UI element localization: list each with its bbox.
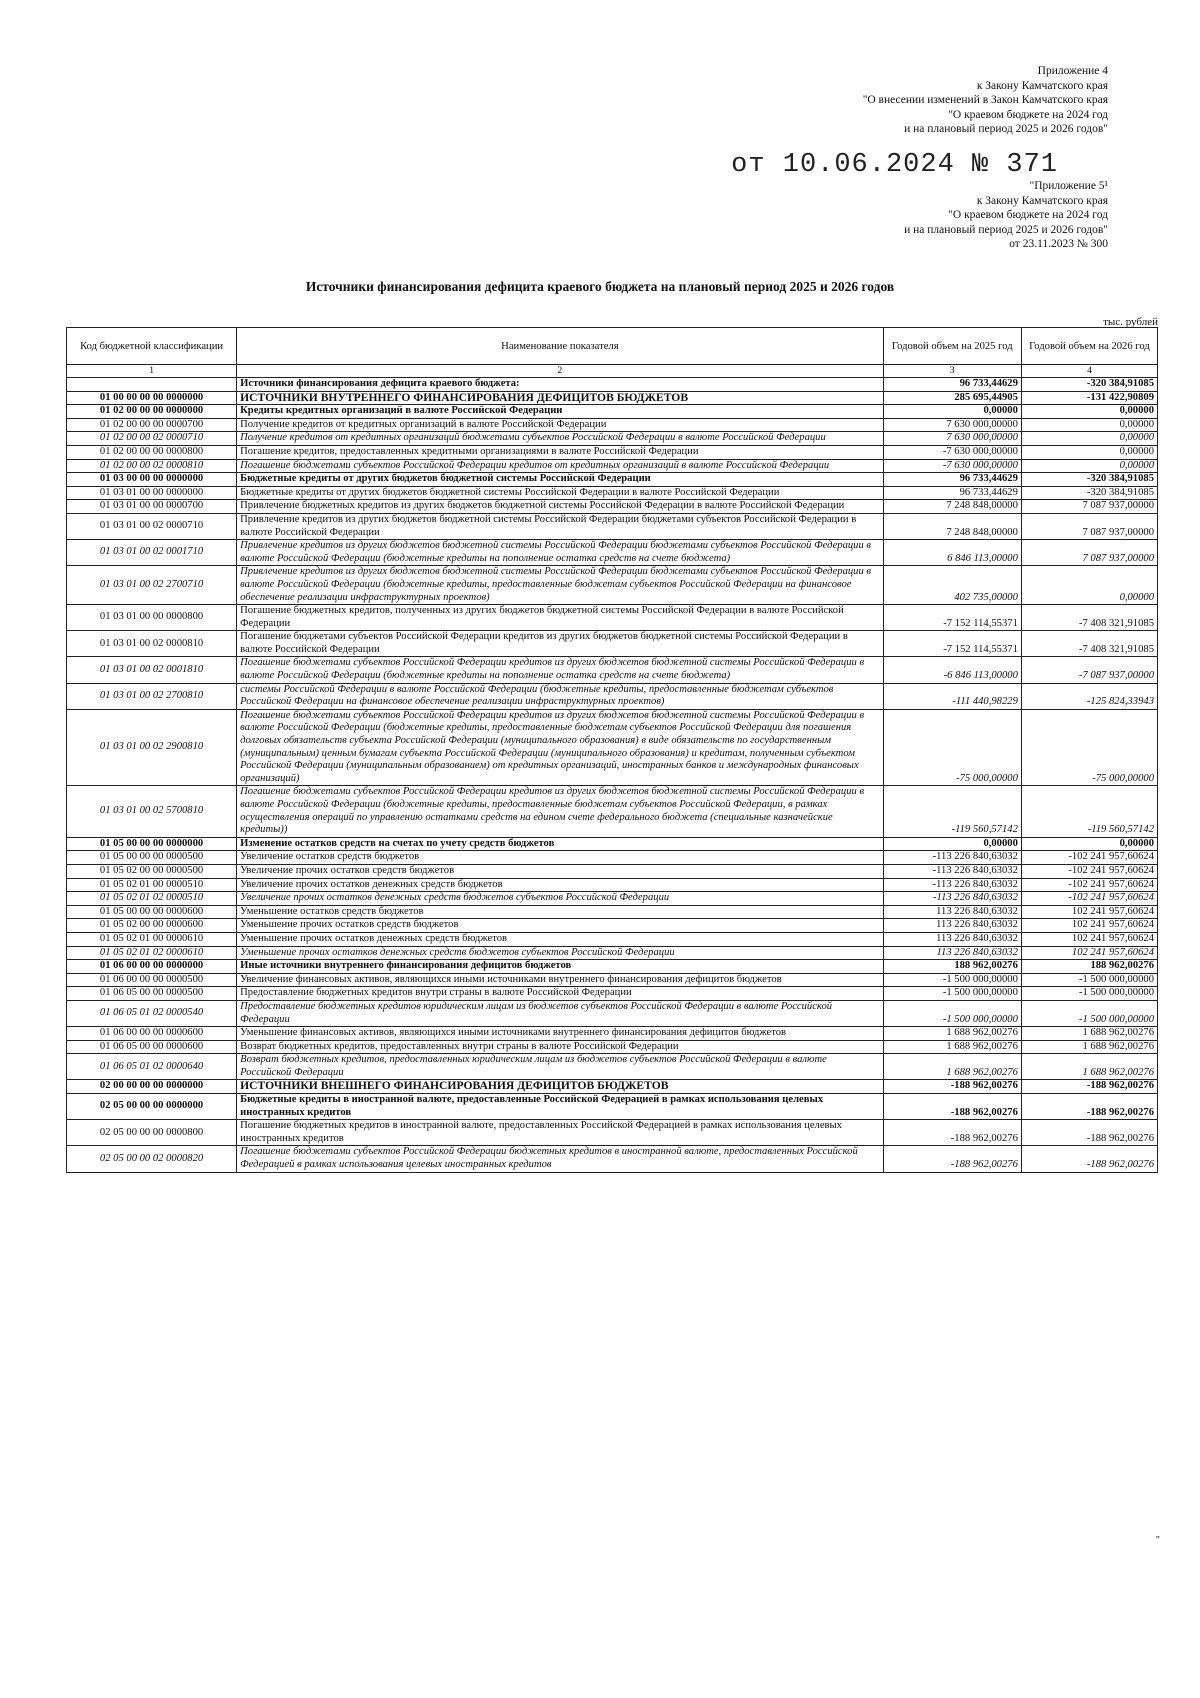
table-row [67, 905, 1158, 919]
table-row [67, 432, 1158, 446]
column-number: 4 [1021, 365, 1157, 378]
row-code: 01 03 01 00 02 0001810 [67, 657, 237, 683]
row-value-2026: 102 241 957,60624 [1021, 919, 1157, 933]
header-name: Наименование показателя [237, 328, 884, 365]
row-name: Увеличение прочих остатков денежных средств бюджетов субъектов Российской Федерации [237, 892, 884, 906]
row-name: Погашение бюджетных кредитов в иностранной валюте, предоставленных Российской Федерацией в рамках использования целевых иностранных кредитов [237, 1120, 884, 1146]
row-code: 02 05 00 00 02 0000820 [67, 1146, 237, 1172]
row-value-2025: 113 226 840,63032 [883, 932, 1021, 946]
row-code: 01 03 01 00 02 2700810 [67, 683, 237, 709]
appendix-line: Приложение 4 [1037, 65, 1108, 77]
row-name: Погашение бюджетных кредитов, полученных из других бюджетов бюджетной системы Российской Федерации в валюте Российской Федерации [237, 605, 884, 631]
row-value-2026: -188 962,00276 [1021, 1146, 1157, 1172]
row-value-2025: -113 226 840,63032 [883, 878, 1021, 892]
row-code: 01 02 00 00 00 0000800 [67, 445, 237, 459]
row-code: 01 03 01 00 02 0000810 [67, 631, 237, 657]
row-value-2026: -188 962,00276 [1021, 1094, 1157, 1120]
column-number: 2 [237, 365, 884, 378]
table-row [67, 540, 1158, 566]
row-value-2026: 188 962,00276 [1021, 960, 1157, 974]
table-row [67, 1054, 1158, 1080]
row-value-2025: -1 500 000,00000 [883, 973, 1021, 987]
row-name: Погашение бюджетами субъектов Российской Федерации кредитов из других бюджетов бюджетной системы Российской Федерации в валюте Российской Федерации (бюджетные кредиты, предоставленные бюджетам субъектов Российской Федерации для погашения долговых обязательств субъекта Российской Федерации (муниципального образования) в виде обязательств по государственным (муниципальным) ценным бумагам субъекта Российской Федерации (муниципального образования) и кредитам, полученным субъектом Российской Федерации (муниципальным образованием) от кредитных организаций, иностранных банков и международных финансовых организаций) [237, 709, 884, 786]
row-code: 01 05 00 00 00 0000600 [67, 905, 237, 919]
row-value-2026: 0,00000 [1021, 405, 1157, 419]
row-code: 01 05 02 00 00 0000500 [67, 864, 237, 878]
table-row [67, 1000, 1158, 1026]
appendix-line: и на плановый период 2025 и 2026 годов" [904, 123, 1108, 135]
row-name: Возврат бюджетных кредитов, предоставленных внутри страны в валюте Российской Федерации [237, 1040, 884, 1054]
row-value-2026: 0,00000 [1021, 418, 1157, 432]
row-name: Погашение кредитов, предоставленных кредитными организациями в валюте Российской Федерации [237, 445, 884, 459]
row-value-2025: 96 733,44629 [883, 378, 1021, 392]
row-value-2025: -119 560,57142 [883, 786, 1021, 837]
row-code: 01 05 00 00 00 0000000 [67, 837, 237, 851]
row-value-2026: 0,00000 [1021, 459, 1157, 473]
units-label: тыс. рублей [1103, 316, 1158, 328]
row-code: 01 06 05 00 00 0000600 [67, 1040, 237, 1054]
row-name: Увеличение прочих остатков денежных средств бюджетов [237, 878, 884, 892]
row-value-2025: 402 735,00000 [883, 566, 1021, 605]
row-value-2026: -102 241 957,60624 [1021, 864, 1157, 878]
row-name: Увеличение остатков средств бюджетов [237, 851, 884, 865]
row-code: 01 03 00 00 00 0000000 [67, 473, 237, 487]
row-name: Получение кредитов от кредитных организаций бюджетами субъектов Российской Федерации в валюте Российской Федерации [237, 432, 884, 446]
table-row [67, 605, 1158, 631]
row-value-2026: 0,00000 [1021, 432, 1157, 446]
row-value-2025: 7 248 848,00000 [883, 513, 1021, 539]
table-row [67, 513, 1158, 539]
table-row [67, 657, 1158, 683]
table-row [67, 932, 1158, 946]
row-value-2026: 102 241 957,60624 [1021, 905, 1157, 919]
row-name: Уменьшение прочих остатков средств бюджетов [237, 919, 884, 933]
table-row [67, 631, 1158, 657]
row-name: Бюджетные кредиты от других бюджетов бюджетной системы Российской Федерации [237, 473, 884, 487]
row-code: 01 03 01 00 02 5700810 [67, 786, 237, 837]
row-name: Источники финансирования дефицита краевого бюджета: [237, 378, 884, 392]
row-value-2025: -7 630 000,00000 [883, 445, 1021, 459]
table-row [67, 973, 1158, 987]
row-value-2026: -7 087 937,00000 [1021, 657, 1157, 683]
financing-sources-table [66, 327, 1158, 1173]
row-value-2025: 7 248 848,00000 [883, 500, 1021, 514]
table-row [67, 1027, 1158, 1041]
table-row [67, 391, 1158, 405]
document-title: Источники финансирования дефицита краевого бюджета на плановый период 2025 и 2026 годов [305, 279, 895, 294]
row-code: 01 03 01 00 00 0000700 [67, 500, 237, 514]
table-row [67, 960, 1158, 974]
row-value-2025: 0,00000 [883, 405, 1021, 419]
row-name: ИСТОЧНИКИ ВНУТРЕННЕГО ФИНАНСИРОВАНИЯ ДЕФИЦИТОВ БЮДЖЕТОВ [237, 391, 884, 405]
row-value-2026: -102 241 957,60624 [1021, 851, 1157, 865]
row-code: 01 03 01 00 00 0000800 [67, 605, 237, 631]
row-code: 01 05 02 01 00 0000510 [67, 878, 237, 892]
row-code: 01 05 00 00 00 0000500 [67, 851, 237, 865]
original-appendix-line: "Приложение 5¹ [1029, 180, 1108, 192]
row-name: Бюджетные кредиты от других бюджетов бюджетной системы Российской Федерации в валюте Российской Федерации [237, 486, 884, 500]
row-value-2026: -7 408 321,91085 [1021, 605, 1157, 631]
row-value-2026: 102 241 957,60624 [1021, 932, 1157, 946]
row-name: Уменьшение прочих остатков денежных средств бюджетов [237, 932, 884, 946]
row-name: Получение кредитов от кредитных организаций в валюте Российской Федерации [237, 418, 884, 432]
row-code: 01 02 00 00 02 0000710 [67, 432, 237, 446]
row-value-2026: 0,00000 [1021, 445, 1157, 459]
row-code: 01 06 00 00 00 0000500 [67, 973, 237, 987]
row-value-2026: 102 241 957,60624 [1021, 946, 1157, 960]
row-value-2026: 1 688 962,00276 [1021, 1040, 1157, 1054]
row-value-2025: 113 226 840,63032 [883, 919, 1021, 933]
row-value-2025: 7 630 000,00000 [883, 432, 1021, 446]
row-value-2026: -320 384,91085 [1021, 473, 1157, 487]
row-name: Уменьшение остатков средств бюджетов [237, 905, 884, 919]
table-row [67, 445, 1158, 459]
table-row [67, 566, 1158, 605]
row-code: 01 03 01 00 02 0000710 [67, 513, 237, 539]
row-value-2025: 113 226 840,63032 [883, 905, 1021, 919]
row-code: 01 00 00 00 00 0000000 [67, 391, 237, 405]
date-number-stamp: от 10.06.2024 № 371 [731, 150, 1058, 180]
table-row [67, 946, 1158, 960]
row-value-2026: 7 087 937,00000 [1021, 540, 1157, 566]
row-code: 01 06 05 01 02 0000540 [67, 1000, 237, 1026]
original-appendix-line: от 23.11.2023 № 300 [1009, 238, 1108, 250]
row-value-2026: -102 241 957,60624 [1021, 878, 1157, 892]
row-value-2026: -131 422,90809 [1021, 391, 1157, 405]
row-code: 01 05 02 01 02 0000510 [67, 892, 237, 906]
row-value-2026: -1 500 000,00000 [1021, 1000, 1157, 1026]
table-row [67, 405, 1158, 419]
table-row [67, 500, 1158, 514]
table-row [67, 837, 1158, 851]
row-value-2025: -113 226 840,63032 [883, 851, 1021, 865]
row-name: Изменение остатков средств на счетах по учету средств бюджетов [237, 837, 884, 851]
row-value-2026: -102 241 957,60624 [1021, 892, 1157, 906]
row-name: системы Российской Федерации в валюте Российской Федерации (бюджетные кредиты, предоставленные бюджетам субъектов Российской Федерации на финансовое обеспечение реализации инфраструктурных проектов) [237, 683, 884, 709]
row-value-2026: -7 408 321,91085 [1021, 631, 1157, 657]
appendix-line: "О внесении изменений в Закон Камчатского края [862, 94, 1108, 106]
row-value-2026: -1 500 000,00000 [1021, 987, 1157, 1001]
row-code: 01 03 01 00 00 0000000 [67, 486, 237, 500]
table-row [67, 486, 1158, 500]
row-code: 01 02 00 00 00 0000700 [67, 418, 237, 432]
row-value-2025: -113 226 840,63032 [883, 892, 1021, 906]
row-code: 01 05 02 00 00 0000600 [67, 919, 237, 933]
row-code: 01 06 05 01 02 0000640 [67, 1054, 237, 1080]
row-name: Привлечение кредитов из других бюджетов бюджетной системы Российской Федерации бюджетами субъектов Российской Федерации в валюте Российской Федерации (бюджетные кредиты, предоставленные бюджетам субъектов Российской Федерации на финансовое обеспечение реализации инфраструктурных проектов) [237, 566, 884, 605]
row-name: Предоставление бюджетных кредитов юридическим лицам из бюджетов субъектов Российской Федерации в валюте Российской Федерации [237, 1000, 884, 1026]
row-name: Увеличение финансовых активов, являющихся иными источниками внутреннего финансирования дефицитов бюджетов [237, 973, 884, 987]
table-row [67, 1146, 1158, 1172]
header-2025: Годовой объем на 2025 год [883, 328, 1021, 365]
row-value-2026: 7 087 937,00000 [1021, 500, 1157, 514]
table-row [67, 786, 1158, 837]
row-value-2025: 285 695,44905 [883, 391, 1021, 405]
table-row [67, 919, 1158, 933]
row-code: 01 02 00 00 02 0000810 [67, 459, 237, 473]
row-code: 01 06 00 00 00 0000600 [67, 1027, 237, 1041]
row-code: 01 02 00 00 00 0000000 [67, 405, 237, 419]
row-name: Погашение бюджетами субъектов Российской Федерации бюджетных кредитов в иностранной валюте, предоставленных Российской Федерацией в рамках использования целевых иностранных кредитов [237, 1146, 884, 1172]
header-code: Код бюджетной классификации [67, 328, 237, 365]
row-value-2025: -188 962,00276 [883, 1094, 1021, 1120]
row-name: Привлечение кредитов из других бюджетов бюджетной системы Российской Федерации бюджетами субъектов Российской Федерации в валюте Российской Федерации (бюджетные кредиты на пополнение остатка средств на счете бюджета) [237, 540, 884, 566]
header-2026: Годовой объем на 2026 год [1021, 328, 1157, 365]
table-row [67, 709, 1158, 786]
row-value-2026: -320 384,91085 [1021, 378, 1157, 392]
table-row [67, 864, 1158, 878]
row-value-2026: 1 688 962,00276 [1021, 1027, 1157, 1041]
row-value-2025: -1 500 000,00000 [883, 1000, 1021, 1026]
row-value-2026: -75 000,00000 [1021, 709, 1157, 786]
row-name: Бюджетные кредиты в иностранной валюте, предоставленные Российской Федерацией в рамках использования целевых иностранных кредитов [237, 1094, 884, 1120]
appendix-line: "О краевом бюджете на 2024 год [948, 108, 1108, 121]
row-name: Погашение бюджетами субъектов Российской Федерации кредитов от кредитных организаций в валюте Российской Федерации [237, 459, 884, 473]
table-row [67, 1120, 1158, 1146]
row-name: Возврат бюджетных кредитов, предоставленных юридическим лицам из бюджетов субъектов Российской Федерации в валюте Российской Федерации [237, 1054, 884, 1080]
row-name: Погашение бюджетами субъектов Российской Федерации кредитов из других бюджетов бюджетной системы Российской Федерации в валюте Российской Федерации (бюджетные кредиты, предоставленные бюджетам субъектов Российской Федерации, в рамках осуществления операций по управлению остатками средств на едином счете федерального бюджета (специальные казначейские кредиты)) [237, 786, 884, 837]
row-code: 01 03 01 00 02 2900810 [67, 709, 237, 786]
row-code: 01 03 01 00 02 0001710 [67, 540, 237, 566]
row-name: Уменьшение финансовых активов, являющихся иными источниками внутреннего финансирования дефицитов бюджетов [237, 1027, 884, 1041]
table-row [67, 851, 1158, 865]
row-code: 01 03 01 00 02 2700710 [67, 566, 237, 605]
table-row [67, 418, 1158, 432]
table-row [67, 378, 1158, 392]
column-number: 1 [67, 365, 237, 378]
appendix-header [688, 64, 1108, 137]
row-code [67, 378, 237, 392]
original-appendix-header [688, 179, 1108, 252]
row-code: 02 00 00 00 00 0000000 [67, 1080, 237, 1094]
row-value-2026: -1 500 000,00000 [1021, 973, 1157, 987]
row-value-2025: 188 962,00276 [883, 960, 1021, 974]
table-row [67, 878, 1158, 892]
row-value-2025: -75 000,00000 [883, 709, 1021, 786]
appendix-line: к Закону Камчатского края [976, 79, 1108, 92]
original-appendix-line: "О краевом бюджете на 2024 год [948, 209, 1108, 221]
row-value-2025: -7 630 000,00000 [883, 459, 1021, 473]
row-value-2025: 7 630 000,00000 [883, 418, 1021, 432]
row-value-2025: 1 688 962,00276 [883, 1054, 1021, 1080]
row-code: 02 05 00 00 00 0000800 [67, 1120, 237, 1146]
row-value-2025: -1 500 000,00000 [883, 987, 1021, 1001]
row-value-2026: 0,00000 [1021, 837, 1157, 851]
row-value-2025: -188 962,00276 [883, 1080, 1021, 1094]
row-code: 02 05 00 00 00 0000000 [67, 1094, 237, 1120]
row-value-2025: 96 733,44629 [883, 473, 1021, 487]
row-value-2026: -188 962,00276 [1021, 1120, 1157, 1146]
row-name: Кредиты кредитных организаций в валюте Российской Федерации [237, 405, 884, 419]
row-value-2025: -7 152 114,55371 [883, 605, 1021, 631]
original-appendix-line: и на плановый период 2025 и 2026 годов" [904, 223, 1108, 236]
row-name: Погашение бюджетами субъектов Российской Федерации кредитов из других бюджетов бюджетной системы Российской Федерации в валюте Российской Федерации (бюджетные кредиты на пополнение остатка средств на счете бюджета) [237, 657, 884, 683]
column-number: 3 [883, 365, 1021, 378]
row-code: 01 06 05 00 00 0000500 [67, 987, 237, 1001]
row-value-2025: 1 688 962,00276 [883, 1027, 1021, 1041]
row-value-2026: 7 087 937,00000 [1021, 513, 1157, 539]
row-value-2025: 113 226 840,63032 [883, 946, 1021, 960]
row-name: Иные источники внутреннего финансирования дефицитов бюджетов [237, 960, 884, 974]
table-row [67, 1094, 1158, 1120]
row-value-2026: 1 688 962,00276 [1021, 1054, 1157, 1080]
row-value-2026: -119 560,57142 [1021, 786, 1157, 837]
row-code: 01 05 02 01 00 0000610 [67, 932, 237, 946]
original-appendix-line: к Закону Камчатского края [976, 194, 1108, 207]
row-name: Увеличение прочих остатков средств бюджетов [237, 864, 884, 878]
row-value-2025: -188 962,00276 [883, 1146, 1021, 1172]
table-row [67, 459, 1158, 473]
row-name: ИСТОЧНИКИ ВНЕШНЕГО ФИНАНСИРОВАНИЯ ДЕФИЦИТОВ БЮДЖЕТОВ [237, 1080, 884, 1094]
row-code: 01 06 00 00 00 0000000 [67, 960, 237, 974]
row-name: Привлечение кредитов из других бюджетов бюджетной системы Российской Федерации бюджетами субъектов Российской Федерации в валюте Российской Федерации [237, 513, 884, 539]
row-value-2025: -113 226 840,63032 [883, 864, 1021, 878]
table-row [67, 473, 1158, 487]
row-value-2025: 0,00000 [883, 837, 1021, 851]
row-value-2026: -188 962,00276 [1021, 1080, 1157, 1094]
row-value-2026: -125 824,33943 [1021, 683, 1157, 709]
row-value-2025: -188 962,00276 [883, 1120, 1021, 1146]
row-name: Уменьшение прочих остатков денежных средств бюджетов субъектов Российской Федерации [237, 946, 884, 960]
row-value-2025: 1 688 962,00276 [883, 1040, 1021, 1054]
row-value-2025: 6 846 113,00000 [883, 540, 1021, 566]
row-value-2026: -320 384,91085 [1021, 486, 1157, 500]
table-row [67, 987, 1158, 1001]
row-value-2026: 0,00000 [1021, 566, 1157, 605]
closing-quote: " [1155, 1535, 1160, 1546]
row-value-2025: -111 440,98229 [883, 683, 1021, 709]
row-value-2025: -6 846 113,00000 [883, 657, 1021, 683]
row-value-2025: -7 152 114,55371 [883, 631, 1021, 657]
table-row [67, 1080, 1158, 1094]
table-row [67, 892, 1158, 906]
row-value-2025: 96 733,44629 [883, 486, 1021, 500]
table-row [67, 683, 1158, 709]
table-row [67, 1040, 1158, 1054]
row-name: Погашение бюджетами субъектов Российской Федерации кредитов из других бюджетов бюджетной системы Российской Федерации в валюте Российской Федерации [237, 631, 884, 657]
row-name: Предоставление бюджетных кредитов внутри страны в валюте Российской Федерации [237, 987, 884, 1001]
row-name: Привлечение бюджетных кредитов из других бюджетов бюджетной системы Российской Федерации в валюте Российской Федерации [237, 500, 884, 514]
row-code: 01 05 02 01 02 0000610 [67, 946, 237, 960]
